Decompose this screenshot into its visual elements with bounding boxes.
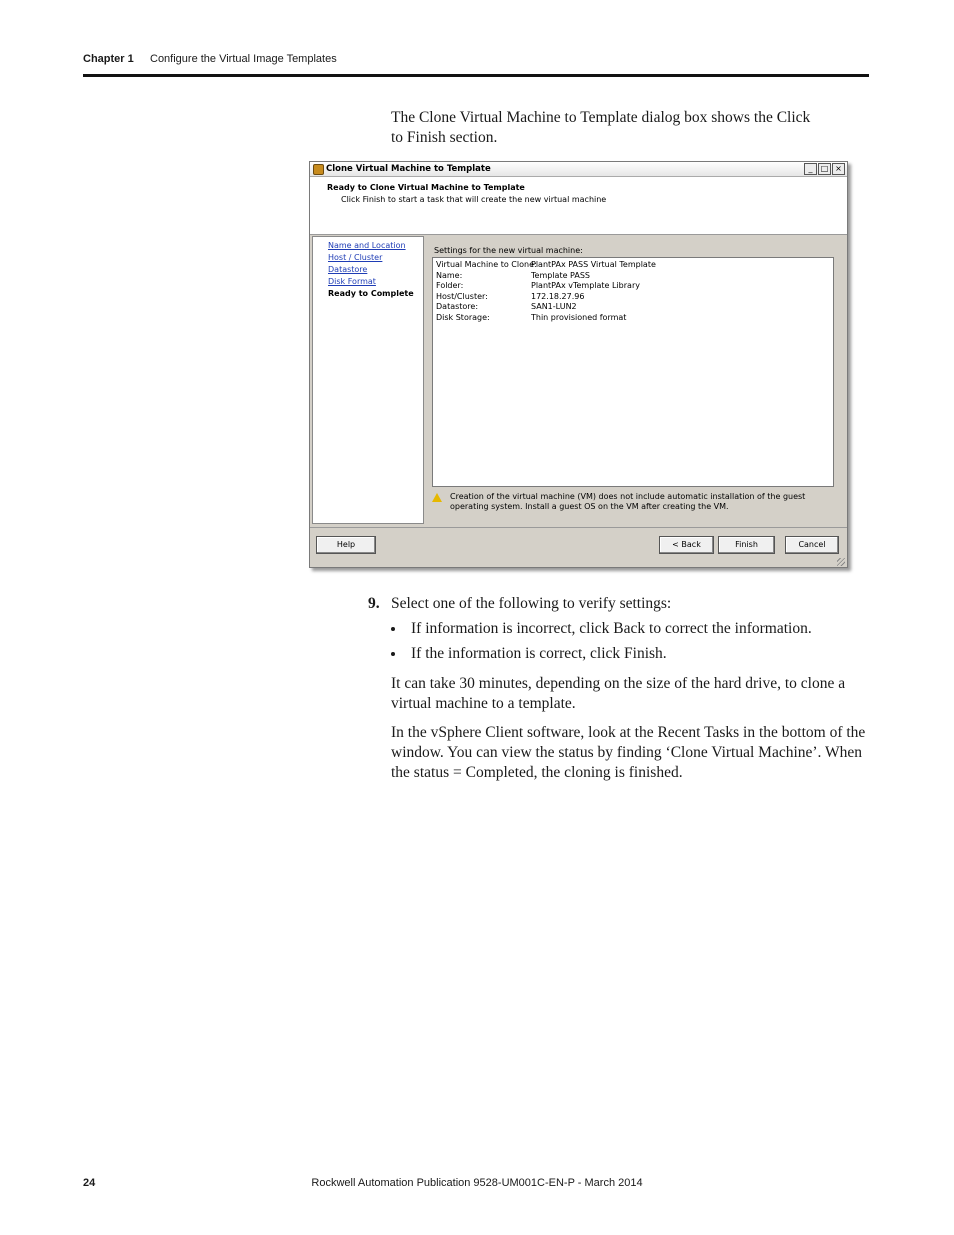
- chapter-label: Chapter 1: [83, 53, 134, 65]
- step-number: 9.: [368, 595, 380, 612]
- page-header: [83, 53, 337, 65]
- page-number: 24: [83, 1177, 96, 1189]
- body-paragraph: In the vSphere Client software, look at the Recent Tasks in the bottom of the window. You can view the status by finding ‘Clone Virtual Machine’. When the status = Completed, the cloning is finished.: [391, 724, 866, 781]
- nav-name-and-location[interactable]: Name and Location: [328, 241, 406, 250]
- minimize-button[interactable]: _: [804, 163, 817, 175]
- dialog-footer: [310, 527, 847, 568]
- maximize-button[interactable]: □: [818, 163, 831, 175]
- help-button[interactable]: Help: [316, 536, 376, 554]
- settings-row: Name: Template PASS: [436, 270, 590, 280]
- chapter-title: Configure the Virtual Image Templates: [150, 53, 337, 65]
- wizard-nav: [312, 236, 424, 524]
- warning-icon: [432, 493, 442, 502]
- vm-app-icon: [313, 164, 324, 175]
- intro-paragraph: The Clone Virtual Machine to Template dialog box shows the Click to Finish section.: [391, 109, 811, 146]
- settings-row: Host/Cluster: 172.18.27.96: [436, 291, 585, 301]
- wizard-content: [426, 236, 844, 524]
- settings-row: Folder: PlantPAx vTemplate Library: [436, 281, 640, 290]
- settings-row: Virtual Machine to Clone:PlantPAx PASS Virtual Template: [436, 260, 656, 269]
- settings-row: Disk Storage: Thin provisioned format: [436, 312, 627, 322]
- warning-text: Creation of the virtual machine (VM) does not include automatic installation of the guest operating system. Install a guest OS on the VM after creating the VM.: [450, 492, 806, 511]
- dialog-titlebar: [310, 162, 847, 177]
- settings-label: Settings for the new virtual machine:: [434, 246, 583, 255]
- back-button[interactable]: < Back: [659, 536, 714, 554]
- cancel-button[interactable]: Cancel: [785, 536, 839, 554]
- header-rule: [83, 74, 869, 77]
- nav-host-cluster[interactable]: Host / Cluster: [328, 253, 383, 262]
- bullet-icon: [391, 652, 395, 656]
- bullet-icon: [391, 627, 395, 631]
- dialog-heading: Ready to Clone Virtual Machine to Template: [327, 183, 525, 192]
- nav-datastore[interactable]: Datastore: [328, 265, 368, 274]
- publication-info: Rockwell Automation Publication 9528-UM001C-EN-P - March 2014: [311, 1177, 643, 1189]
- dialog-header: [310, 177, 847, 235]
- step-text: Select one of the following to verify settings:: [391, 595, 672, 612]
- nav-ready-to-complete: Ready to Complete: [328, 289, 414, 298]
- close-button[interactable]: ×: [832, 163, 845, 175]
- body-paragraph: It can take 30 minutes, depending on the size of the hard drive, to clone a virtual machine to a template.: [391, 675, 846, 712]
- nav-disk-format[interactable]: Disk Format: [328, 277, 376, 286]
- dialog-subheading: Click Finish to start a task that will create the new virtual machine: [341, 195, 607, 204]
- finish-button[interactable]: Finish: [718, 536, 775, 554]
- dialog-title: Clone Virtual Machine to Template: [326, 164, 491, 174]
- settings-summary-box: [432, 257, 834, 487]
- clone-vm-dialog: [309, 161, 848, 568]
- settings-row: Datastore: SAN1-LUN2: [436, 302, 577, 311]
- resize-grip-icon[interactable]: [837, 558, 845, 566]
